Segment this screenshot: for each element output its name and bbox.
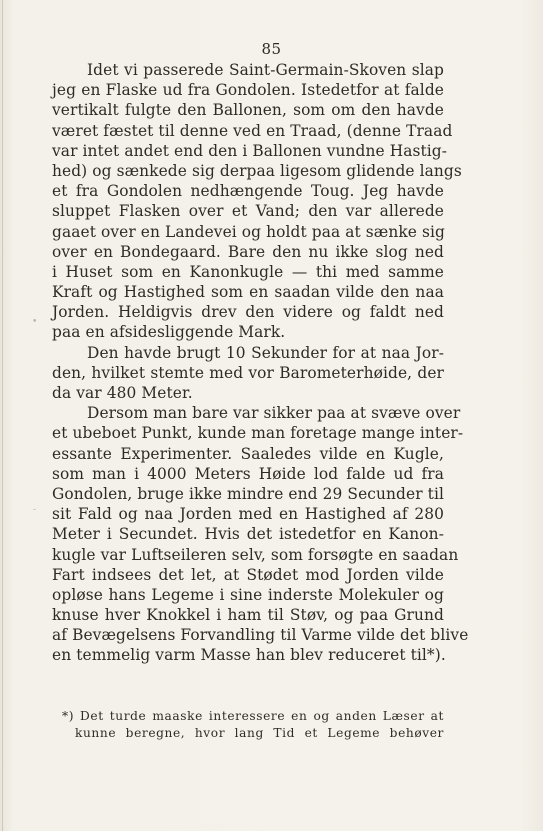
- page-number: 85: [261, 40, 282, 58]
- text-line: sit Fald og naa Jorden med en Hastighed af 280: [52, 505, 444, 524]
- paragraph: [52, 403, 469, 665]
- text-line: Meter i Secundet. Hvis det istedetfor en Kanon-: [52, 525, 444, 544]
- text-line: et ubeboet Punkt, kunde man foretage mange inter-: [52, 424, 464, 443]
- page-edge-shadow: [2, 0, 3, 831]
- text-line: Kraft og Hastighed som en saadan vilde den naa: [52, 283, 444, 302]
- text-line: essante Experimenter. Saaledes vilde en Kugle,: [52, 444, 444, 463]
- text-line: knuse hver Knokkel i ham til Støv, og paa Grund: [52, 606, 444, 625]
- text-line: en temmelig varm Masse han blev reduceret til*).: [52, 646, 446, 665]
- text-line: vertikalt fulgte den Ballonen, som om den havde: [52, 101, 444, 120]
- text-line: et fra Gondolen nedhængende Toug. Jeg havde: [52, 182, 444, 201]
- text-line: Fart indsees det let, at Stødet mod Jorden vilde: [52, 565, 444, 584]
- text-line: Dersom man bare var sikker paa at svæve over: [87, 404, 461, 423]
- text-line: opløse hans Legeme i sine inderste Molekuler og: [52, 585, 444, 604]
- text-line: som man i 4000 Meters Høide lod falde ud fra: [52, 464, 444, 483]
- text-line: den, hvilket stemte med vor Barometerhøide, der: [52, 363, 444, 382]
- text-line: i Huset som en Kanonkugle — thi med samme: [52, 262, 444, 281]
- paragraph: [52, 60, 462, 343]
- paragraph: [52, 343, 444, 404]
- text-line: af Bevægelsens Forvandling til Varme vilde det blive: [52, 626, 469, 645]
- footnote-line: kunne beregne, hvor lang Tid et Legeme behøver: [75, 726, 444, 740]
- text-line: sluppet Flasken over et Vand; den var allerede: [52, 202, 444, 221]
- margin-speck: -: [33, 505, 37, 515]
- text-line: over en Bondegaard. Bare den nu ikke slog ned: [52, 242, 444, 261]
- text-line: hed) og sænkede sig derpaa ligesom glidende langs: [52, 161, 462, 180]
- text-line: var intet andet end den i Ballonen vundne Hastig-: [52, 141, 448, 160]
- text-line: Den havde brugt 10 Sekunder for at naa Jor-: [87, 343, 444, 362]
- footnote-line: *) Det turde maaske interessere en og anden Læser at: [62, 709, 444, 723]
- text-line: Jorden. Heldigvis drev den videre og faldt ned: [52, 303, 444, 322]
- text-line: Gondolen, bruge ikke mindre end 29 Secunder til: [52, 484, 444, 503]
- text-line: Idet vi passerede Saint-Germain-Skoven slap: [87, 61, 444, 79]
- text-line: da var 480 Meter.: [52, 384, 193, 402]
- text-line: været fæstet til denne ved en Traad, (denne Traad: [52, 121, 453, 140]
- margin-speck: •: [32, 317, 38, 327]
- text-line: jeg en Flaske ud fra Gondolen. Istedetfor at falde: [52, 81, 444, 100]
- text-line: kugle var Luftseileren selv, som forsøgte en saadan: [52, 545, 459, 564]
- body-text: [52, 60, 469, 666]
- footnote: [52, 708, 444, 742]
- text-line: paa en afsidesliggende Mark.: [52, 323, 286, 342]
- text-line: gaaet over en Landevei og holdt paa at sænke sig: [52, 222, 445, 241]
